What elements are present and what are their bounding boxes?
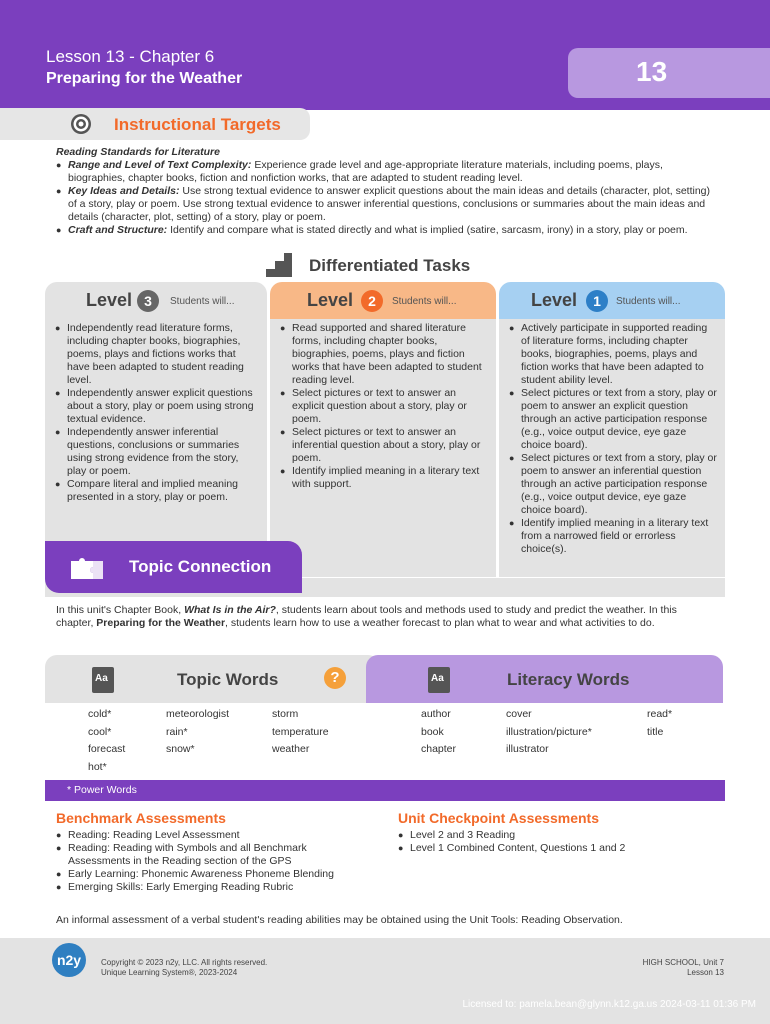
list-item — [56, 159, 716, 185]
level-3-header — [45, 282, 267, 319]
instructional-targets-tab — [0, 108, 310, 140]
level-1-column — [499, 282, 725, 577]
level-2-column — [270, 282, 496, 577]
text-segment: In this unit's Chapter Book, — [56, 604, 185, 616]
book-title: What Is in the Air? — [184, 604, 276, 616]
list-item: rain* — [166, 725, 188, 738]
power-words-bar — [45, 780, 725, 801]
list-item: illustrator — [506, 743, 549, 755]
level-3-column — [45, 282, 267, 577]
chapter-name: Preparing for the Weather — [96, 617, 226, 629]
level-label: Level — [86, 290, 133, 310]
book-icon — [92, 667, 114, 693]
list-item: cold* — [88, 708, 112, 720]
literacy-words-col-1 — [421, 706, 456, 759]
topic-words-col-3 — [272, 706, 329, 759]
target-icon — [70, 113, 92, 135]
level-2-tasks — [280, 322, 488, 491]
standard-text: Identify and compare what is stated directly and what is implied (satire, sarcasm, irony) in a story, play or poem. — [167, 224, 688, 236]
list-item: ● Independently answer explicit questions about a story, play or poem using strong textual evidence. — [55, 387, 259, 426]
topic-words-col-1 — [88, 706, 125, 776]
stairs-icon — [266, 251, 292, 277]
n2y-logo: n2y — [52, 943, 86, 977]
level-1-tasks — [509, 322, 717, 556]
level-label: Level — [307, 290, 354, 310]
standard-label: Craft and Structure: — [68, 224, 168, 236]
topic-words-title: Topic Words — [177, 670, 279, 689]
course-line: HIGH SCHOOL, Unit 7 — [642, 958, 724, 967]
standard-text: Use strong textual evidence to answer explicit questions about the main ideas and details (character, plot, setting) of a story, play or poem. Use strong textual evidence to answer inferential questions, conclusions or summaries about the main ideas and details (character, plot, setting) of a story, play or poem. — [68, 185, 711, 223]
lesson-number: 13 — [636, 56, 668, 87]
lesson-number-badge — [568, 48, 770, 98]
book-icon — [428, 667, 450, 693]
list-item: book — [421, 725, 444, 738]
benchmark-assessments-list — [56, 829, 366, 894]
list-item: illustration/picture* — [506, 725, 592, 738]
topic-connection-tab — [45, 541, 302, 593]
level-number-badge: 3 — [137, 290, 159, 312]
students-will-label: Students will... — [170, 296, 235, 307]
list-item: author — [421, 708, 451, 720]
instructional-targets-title: Instructional Targets — [114, 115, 281, 134]
list-item: read* — [647, 708, 673, 720]
list-item: meteorologist — [166, 708, 230, 720]
list-item: ● Level 1 Combined Content, Questions 1 and 2 — [398, 842, 718, 855]
list-item: temperature — [272, 725, 329, 738]
puzzle-icon — [69, 553, 105, 581]
course-info — [643, 958, 724, 978]
list-item: ● Compare literal and implied meaning presented in a story, play or poem. — [55, 478, 259, 504]
differentiated-tasks-title: Differentiated Tasks — [309, 256, 471, 275]
standard-label: Key Ideas and Details: — [68, 185, 180, 197]
list-item — [56, 185, 716, 224]
level-1-header — [499, 282, 725, 319]
topic-connection-text — [56, 604, 716, 630]
informal-assessment-note: An informal assessment of a verbal student's reading abilities may be obtained using the Unit Tools: Reading Observation. — [56, 914, 623, 926]
copyright-line: Unique Learning System®, 2023-2024 — [101, 968, 238, 977]
course-line: Lesson 13 — [687, 968, 724, 977]
text-segment: , students learn how to use a weather forecast to plan what to wear and what activities to do. — [225, 617, 655, 629]
standards-list — [56, 159, 716, 237]
level-3-tasks — [55, 322, 259, 504]
level-number-badge: 1 — [586, 290, 608, 312]
topic-words-col-2 — [166, 706, 229, 759]
list-item: hot* — [88, 760, 107, 773]
literacy-words-col-3 — [647, 706, 672, 741]
level-2-header — [270, 282, 496, 319]
unit-checkpoint-assessments-list — [398, 829, 718, 855]
unit-checkpoint-assessments-title: Unit Checkpoint Assessments — [398, 810, 599, 826]
page-header — [0, 0, 770, 110]
chapter-title: Preparing for the Weather — [46, 70, 243, 87]
book-icon-text: Aa — [95, 673, 108, 684]
list-item: ● Level 2 and 3 Reading — [398, 829, 718, 842]
reading-standards — [56, 146, 716, 237]
list-item: ● Reading: Reading with Symbols and all Benchmark Assessments in the Reading section of the GPS — [56, 842, 366, 868]
list-item: ● Read supported and shared literature forms, including chapter books, biographies, poems, plays and fiction works that have been adapted to student reading level. — [280, 322, 488, 387]
list-item: ● Reading: Reading Level Assessment — [56, 829, 366, 842]
list-item: ● Independently read literature forms, including chapter books, biographies, poems, plays and fictions works that have been adapted to student reading level. — [55, 322, 259, 387]
list-item: snow* — [166, 743, 195, 755]
students-will-label: Students will... — [392, 296, 457, 307]
list-item: cool* — [88, 725, 112, 738]
copyright — [101, 958, 267, 978]
list-item: forecast — [88, 743, 126, 755]
topic-connection-title: Topic Connection — [129, 557, 272, 576]
list-item: weather — [272, 743, 310, 755]
level-label: Level — [531, 290, 578, 310]
literacy-words-col-2 — [506, 706, 592, 759]
list-item: ● Early Learning: Phonemic Awareness Phoneme Blending — [56, 868, 366, 881]
list-item: ● Select pictures or text to answer an explicit question about a story, play or poem. — [280, 387, 488, 426]
list-item: chapter — [421, 743, 457, 755]
standard-text: Experience grade level and age-appropriate literature materials, including poems, plays, biographies, chapter books, fiction and nonfiction works, that are adapted to student reading level. — [68, 159, 663, 184]
benchmark-assessments-title: Benchmark Assessments — [56, 810, 226, 826]
standard-label: Range and Level of Text Complexity: — [68, 159, 252, 171]
question-icon[interactable]: ? — [324, 667, 346, 689]
list-item: ● Emerging Skills: Early Emerging Reading Rubric — [56, 881, 366, 894]
literacy-words-title: Literacy Words — [507, 670, 630, 689]
power-words-note: * Power Words — [67, 784, 137, 796]
list-item: cover — [506, 708, 532, 720]
list-item: ● Actively participate in supported reading of literature forms, including chapter books, biographies, poems, plays and fiction works that have been adapted to student ability level. — [509, 322, 717, 387]
list-item: ● Identify implied meaning in a literary text with support. — [280, 465, 488, 491]
list-item: ● Independently answer inferential questions, conclusions or summaries using strong evidence from the story, play or poem. — [55, 426, 259, 478]
list-item: title — [647, 725, 664, 738]
list-item: ● Identify implied meaning in a literary text from a narrowed field or errorless choice(s). — [509, 517, 717, 556]
text-segment: , students learn about tools and methods used to study and predict the weather. In this chapter, — [56, 604, 677, 629]
level-number-badge: 2 — [361, 290, 383, 312]
students-will-label: Students will... — [616, 296, 681, 307]
lesson-label: Lesson 13 - Chapter 6 — [46, 47, 215, 66]
list-item: ● Select pictures or text from a story, play or poem to answer an explicit question through an active participation response (e.g., voice output device, eye gaze choice board). — [509, 387, 717, 452]
book-icon-text: Aa — [431, 673, 444, 684]
page-footer — [0, 938, 770, 1024]
list-item — [56, 224, 716, 237]
reading-standards-heading: Reading Standards for Literature — [56, 146, 220, 158]
list-item: ● Select pictures or text to answer an inferential question about a story, play or poem. — [280, 426, 488, 465]
list-item: storm — [272, 708, 299, 720]
license-watermark: Licensed to: pamela.bean@glynn.k12.ga.us 2024-03-11 01:36 PM — [462, 999, 756, 1010]
copyright-line: Copyright © 2023 n2y, LLC. All rights reserved. — [101, 958, 268, 967]
list-item: ● Select pictures or text from a story, play or poem to answer an inferential question through an active participation response (e.g., voice output device, eye gaze choice board). — [509, 452, 717, 517]
